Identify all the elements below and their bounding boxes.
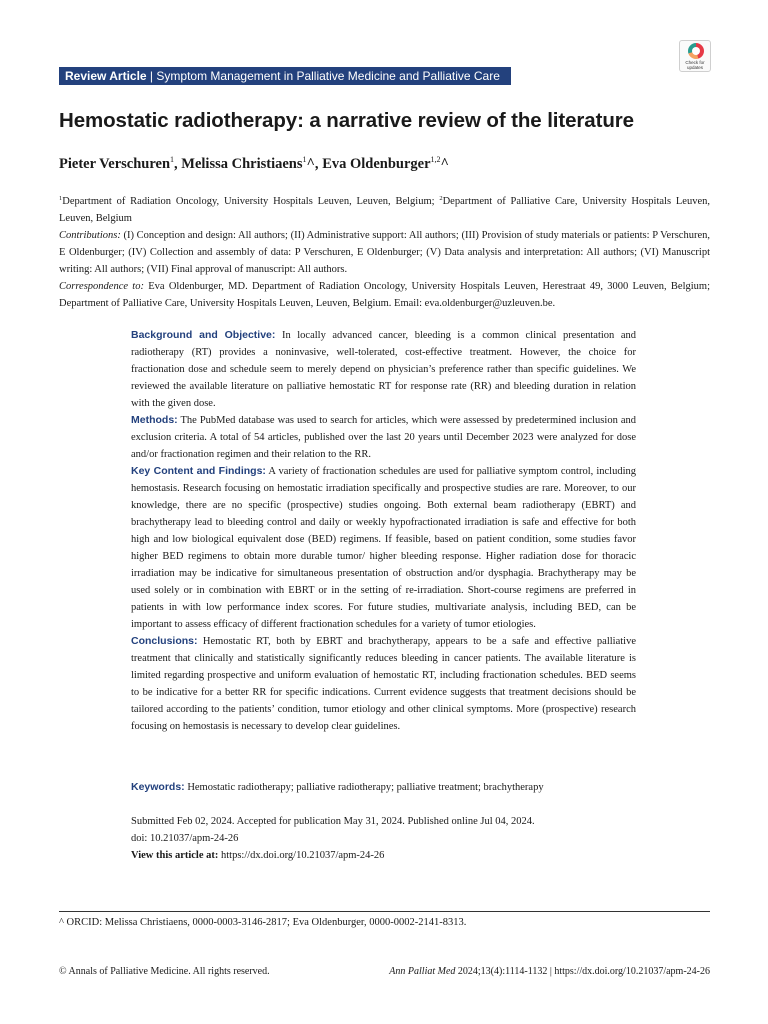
view-article (131, 847, 636, 864)
badge-text: Check for updates (685, 60, 705, 70)
conclusions-heading: Conclusions: (131, 635, 198, 647)
crossmark-icon (688, 43, 704, 59)
correspondence-text: Eva Oldenburger, MD. Department of Radiation Oncology, University Hospitals Leuven, Herestraat 49, 3000 Leuven, Belgium; Department of Palliative Care, University Hospitals Leuven, Leuven, Belgium. Email: eva.oldenburger@uzleuven.be. (59, 281, 710, 309)
correspondence-label: Correspondence to: (59, 281, 144, 292)
doi: doi: 10.21037/apm-24-26 (131, 833, 239, 844)
abstract-conclusions (131, 633, 636, 735)
abstract-methods (131, 412, 636, 463)
findings-heading: Key Content and Findings: (131, 465, 266, 477)
copyright-notice: © Annals of Palliative Medicine. All rights reserved. (59, 966, 270, 977)
affiliation-mark: 1 (59, 195, 63, 202)
background-heading: Background and Objective: (131, 329, 276, 341)
section-name: Symptom Management in Palliative Medicine and Palliative Care (156, 69, 500, 83)
author-name: Melissa Christiaens (181, 156, 303, 172)
author-separator: , (174, 156, 182, 172)
keywords (131, 779, 636, 796)
affiliation-1: Department of Radiation Oncology, University Hospitals Leuven, Leuven, Belgium; (62, 196, 440, 207)
correspondence (59, 278, 710, 312)
abstract-findings (131, 463, 636, 633)
abstract (131, 327, 636, 735)
contributions (59, 227, 710, 278)
view-article-link[interactable]: https://dx.doi.org/10.21037/apm-24-26 (218, 850, 385, 861)
citation-footer (389, 966, 710, 977)
affiliation-mark: 2 (439, 195, 443, 202)
abstract-background (131, 327, 636, 412)
citation-text: 2024;13(4):1114-1132 | https://dx.doi.org/10.21037/apm-24-26 (455, 966, 710, 977)
background-text: In locally advanced cancer, bleeding is a common clinical presentation and radiotherapy (RT) provides a noninvasive, well-tolerated, cost-effective treatment. However, the choice for fractionation dose and schedule seem to merely depend on physician’s preference rather than specific guidelines. We reviewed the available literature on palliative hemostatic RT for response rate (RR) and bleeding duration in relation with the given dose. (131, 330, 636, 409)
article-type: Review Article (65, 69, 147, 83)
affiliation-2: Department of Palliative Care, University Hospitals Leuven, Leuven, Belgium (59, 196, 710, 224)
conclusions-text: Hemostatic RT, both by EBRT and brachytherapy, appears to be a safe and effective palliative treatment that clinically and statistically significantly reduces bleeding in cancer patients. The available literature is limited regarding prospective and uniform evaluation of hemostatic RT, including fractionation schedules. BED seems to be indicative for a better RR for specific indications. Current evidence suggests that treatment decisions should be tailored according to the patients’ condition, tumor etiology and other clinical symptoms. More (prospective) research focusing on hemostasis is necessary to develop clear guidelines. (131, 636, 636, 732)
footnote-divider (59, 911, 710, 912)
author-affiliation-mark: 1,2 (430, 155, 441, 164)
publication-info (131, 813, 636, 864)
author-name: Eva Oldenburger (322, 156, 431, 172)
findings-text: A variety of fractionation schedules are used for palliative symptom control, including hemostasis. Research focusing on hemostatic irradiation specifically and prospective studies are rare. Moreover, to our knowledge, there are no specific (prospective) studies ongoing. Both external beam radiotherapy (EBRT) and brachytherapy lead to bleeding control and daily or weekly hypofractionated irradiation is safe and effective for both high and low biological equivalent dose (BED) regimens. If feasible, based on patient condition, some studies favor higher BED regimens to obtain more durable tumor/ higher bleeding response. Higher radiation dose for thoracic irradiation may be indicative for simultaneous presentation of obstruction and/or dysphagia. Brachytherapy may be used solely or in combination with EBRT or in the setting of re-irradiation. Short-course regimens are preferred in patients in with low performance index scores. For future studies, multivariate analysis, including BED, can be important to assess efficacy of different fractionation schedules for a variety of tumor etiologies. (131, 466, 636, 630)
author-separator: ^, (306, 156, 323, 172)
affiliations (59, 190, 710, 227)
author-affiliation-mark: 1 (170, 155, 175, 164)
author-separator: ^ (440, 156, 449, 172)
author-affiliation-mark: 1 (302, 155, 307, 164)
author-list (59, 155, 449, 173)
check-for-updates-badge[interactable] (679, 40, 711, 72)
section-banner (59, 67, 511, 85)
keywords-heading: Keywords: (131, 781, 185, 793)
article-title: Hemostatic radiotherapy: a narrative review of the literature (59, 109, 634, 132)
contributions-text: (I) Conception and design: All authors; (II) Administrative support: All authors; (III) Provision of study materials or patients: P Verschuren, E Oldenburger; (IV) Collection and assembly of data: P Verschuren, E Oldenburger; (V) Data analysis and interpretation: All authors; (VI) Manuscript writing: All authors; (VII) Final approval of manuscript: All authors. (59, 230, 710, 275)
view-article-label: View this article at: (131, 850, 219, 861)
methods-text: The PubMed database was used to search for articles, which were assessed by predetermined inclusion and exclusion criteria. A total of 54 articles, published over the last 20 years until December 2023 were analyzed for dose and/or fractionation regimen and their relation to the RR. (131, 415, 636, 460)
author-name: Pieter Verschuren (59, 156, 171, 172)
affiliations-block (59, 190, 710, 312)
methods-heading: Methods: (131, 414, 178, 426)
orcid-footnote: ^ ORCID: Melissa Christiaens, 0000-0003-3146-2817; Eva Oldenburger, 0000-0002-2141-8313. (59, 917, 467, 928)
contributions-label: Contributions: (59, 230, 121, 241)
publication-dates: Submitted Feb 02, 2024. Accepted for publication May 31, 2024. Published online Jul 04, 2024. (131, 816, 535, 827)
journal-name: Ann Palliat Med (389, 966, 456, 977)
keywords-text: Hemostatic radiotherapy; palliative radiotherapy; palliative treatment; brachytherapy (184, 782, 544, 793)
section-separator: | (146, 69, 157, 83)
